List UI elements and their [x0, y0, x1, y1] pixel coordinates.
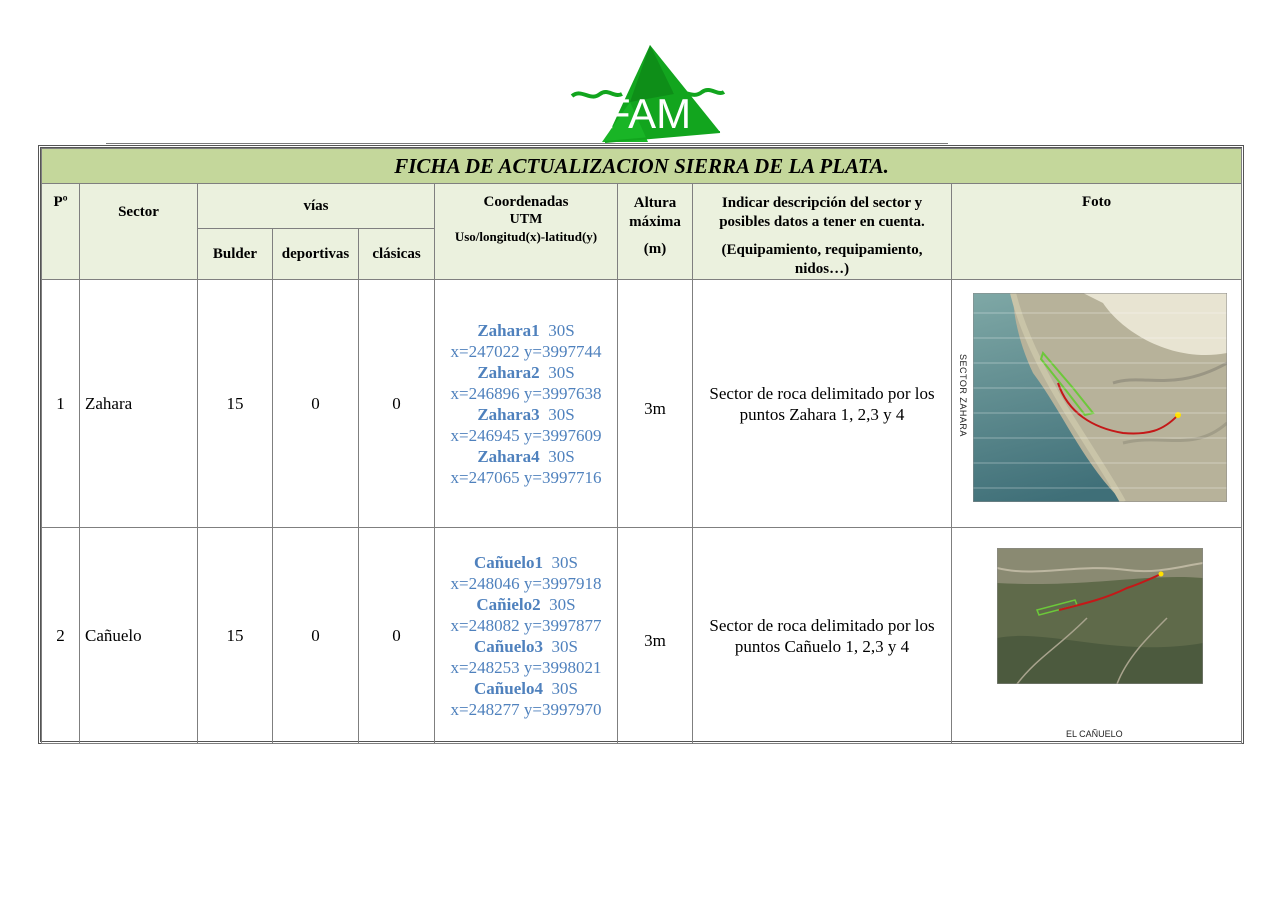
row-clasicas: 0 — [359, 528, 435, 744]
desc-line: puntos Cañuelo 1, 2,3 y 4 — [734, 636, 910, 656]
header-clasicas: clásicas — [359, 229, 435, 280]
header-foto: Foto — [952, 184, 1242, 280]
coord-entry: Cañuelo3 30S — [474, 636, 578, 656]
fam-logo — [570, 42, 726, 148]
row-altura: 3m — [618, 280, 693, 528]
desc-line: Sector de roca delimitado por los — [709, 383, 935, 403]
logo-text: FAM — [604, 90, 692, 137]
desc-header-line1: Indicar descripción del sector y — [721, 195, 923, 211]
coord-xy: x=248277 y=3997970 — [450, 699, 602, 719]
row-description — [693, 528, 952, 744]
row-deportivas: 0 — [273, 528, 359, 744]
desc-header-line4: nidos…) — [794, 261, 850, 277]
row-sector: Cañuelo — [80, 528, 198, 744]
altura-header-line3: (m) — [643, 241, 667, 257]
header-altura — [618, 184, 693, 280]
canuelo-aerial-photo — [997, 548, 1203, 684]
coord-header-line2: UTM — [509, 212, 543, 227]
update-sheet-table — [38, 145, 1244, 744]
desc-line: puntos Zahara 1, 2,3 y 4 — [739, 404, 905, 424]
row-coordinates — [435, 280, 618, 528]
row-altura: 3m — [618, 528, 693, 744]
row-bulder: 15 — [198, 280, 273, 528]
row-number: 2 — [42, 528, 80, 744]
header-deportivas: deportivas — [273, 229, 359, 280]
title-row — [42, 149, 1242, 184]
coord-xy: x=246945 y=3997609 — [450, 425, 602, 445]
header-vias: vías — [198, 184, 435, 229]
row-photo — [952, 528, 1242, 744]
coord-entry: Cañielo2 30S — [476, 594, 576, 614]
coord-header-line1: Coordenadas — [483, 194, 569, 210]
coord-entry: Zahara1 30S — [477, 320, 575, 340]
coord-header-line3: Uso/longitud(x)-latitud(y) — [454, 229, 598, 244]
coord-entry: Zahara3 30S — [477, 404, 575, 424]
table-row — [42, 528, 1242, 744]
row-deportivas: 0 — [273, 280, 359, 528]
header-sector: Sector — [80, 184, 198, 280]
coord-entry: Zahara2 30S — [477, 362, 575, 382]
altura-header-line2: máxima — [629, 214, 681, 230]
photo-caption: EL CAÑUELO — [1066, 729, 1123, 739]
coord-xy: x=248046 y=3997918 — [450, 573, 602, 593]
desc-header-line3: (Equipamiento, requipamiento, — [721, 242, 923, 258]
coord-entry: Zahara4 30S — [477, 446, 575, 466]
sheet-title: FICHA DE ACTUALIZACION SIERRA DE LA PLATA. — [42, 149, 1242, 184]
row-sector: Zahara — [80, 280, 198, 528]
coord-xy: x=248253 y=3998021 — [450, 657, 602, 677]
header-row-1 — [42, 184, 1242, 229]
coord-xy: x=246896 y=3997638 — [450, 383, 602, 403]
coord-entry: Cañuelo1 30S — [474, 552, 578, 572]
row-number: 1 — [42, 280, 80, 528]
row-description — [693, 280, 952, 528]
photo-label-vertical: SECTOR ZAHARA — [958, 354, 968, 437]
header-po: Pº — [42, 184, 80, 280]
altura-header-line1: Altura — [633, 195, 677, 211]
zahara-aerial-photo — [973, 293, 1227, 502]
header-coordinates — [435, 184, 618, 280]
row-clasicas: 0 — [359, 280, 435, 528]
header-rule — [106, 143, 948, 144]
row-bulder: 15 — [198, 528, 273, 744]
coord-xy: x=248082 y=3997877 — [450, 615, 602, 635]
header-description — [693, 184, 952, 280]
coord-entry: Cañuelo4 30S — [474, 678, 578, 698]
coord-xy: x=247065 y=3997716 — [450, 467, 602, 487]
coord-xy: x=247022 y=3997744 — [450, 341, 602, 361]
row-photo — [952, 280, 1242, 528]
table-row — [42, 280, 1242, 528]
desc-header-line2: posibles datos a tener en cuenta. — [719, 214, 925, 230]
header-bulder: Bulder — [198, 229, 273, 280]
desc-line: Sector de roca delimitado por los — [709, 615, 935, 635]
row-coordinates — [435, 528, 618, 744]
